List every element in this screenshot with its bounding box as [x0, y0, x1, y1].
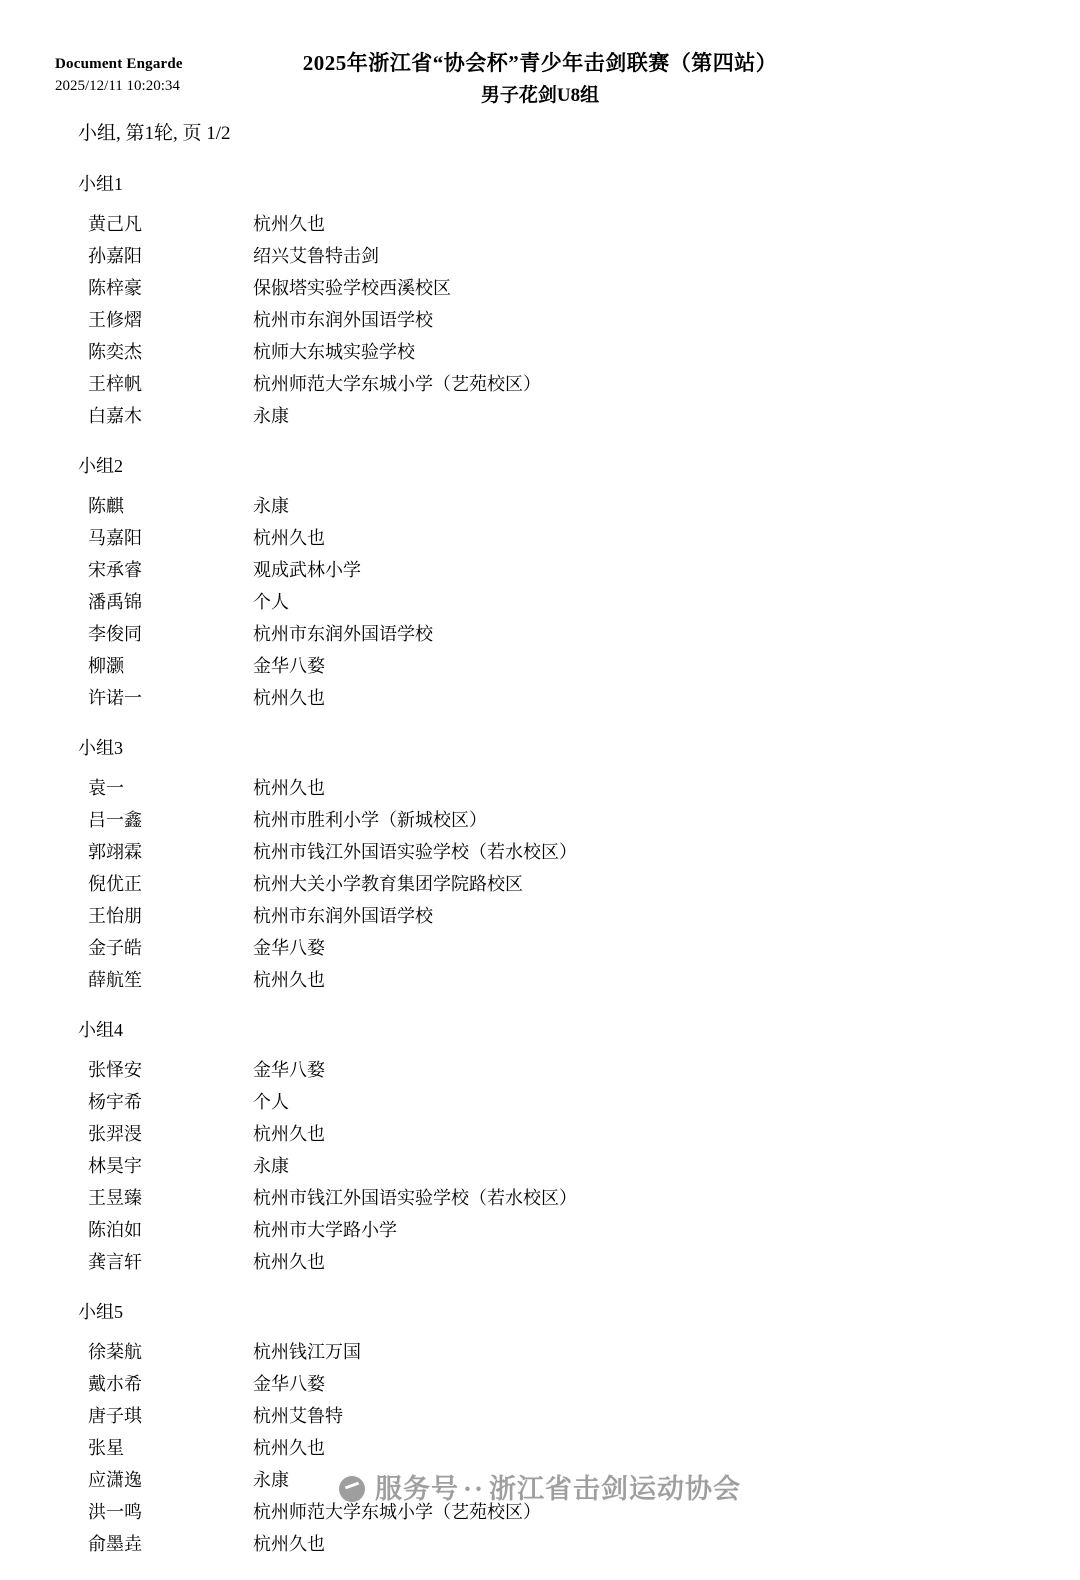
- table-row: [88, 524, 853, 556]
- fencer-name: 林昊宇: [88, 1156, 142, 1176]
- fencer-name: 黄己凡: [88, 214, 142, 234]
- fencer-name: 戴朩希: [88, 1374, 142, 1394]
- table-row: [88, 870, 853, 902]
- table-row: [88, 274, 853, 306]
- document-timestamp: 2025/12/11 10:20:34: [55, 77, 180, 94]
- pool-title: 小组2: [78, 456, 123, 476]
- fencer-club: 杭州久也: [253, 1124, 325, 1144]
- table-row: [88, 620, 853, 652]
- pool-title: 小组1: [78, 174, 123, 194]
- table-row: [88, 1530, 853, 1562]
- fencer-club: 杭州市东润外国语学校: [253, 624, 433, 644]
- pool-block: [0, 1298, 1080, 1562]
- table-row: [88, 774, 853, 806]
- watermark-right-text: 浙江省击剑运动协会: [489, 1474, 741, 1504]
- fencer-club: 杭州久也: [253, 688, 325, 708]
- watermark: [0, 1467, 1080, 1506]
- pool-table: [88, 210, 853, 434]
- fencer-club: 杭州久也: [253, 1438, 325, 1458]
- table-row: [88, 338, 853, 370]
- fencer-name: 薛航笙: [88, 970, 142, 990]
- fencer-club: 杭州久也: [253, 1252, 325, 1272]
- fencer-club: 金华八婺: [253, 656, 325, 676]
- pool-block: [0, 452, 1080, 716]
- table-row: [88, 652, 853, 684]
- table-row: [88, 556, 853, 588]
- fencer-club: 杭州久也: [253, 970, 325, 990]
- fencer-club: 杭州市钱江外国语实验学校（若水校区）: [253, 842, 577, 862]
- page-subtitle: 男子花剑U8组: [480, 84, 600, 106]
- table-row: [88, 684, 853, 716]
- table-row: [88, 306, 853, 338]
- fencer-name: 宋承睿: [88, 560, 142, 580]
- fencer-name: 李俊同: [88, 624, 142, 644]
- round-info: 小组, 第1轮, 页 1/2: [78, 123, 231, 144]
- fencer-name: 柳灏: [88, 656, 124, 676]
- fencer-club: 个人: [253, 1092, 289, 1112]
- table-row: [88, 1434, 853, 1466]
- fencer-name: 王昱臻: [88, 1188, 142, 1208]
- fencer-name: 陈奕杰: [88, 342, 142, 362]
- fencer-club: 杭州市钱江外国语实验学校（若水校区）: [253, 1188, 577, 1208]
- fencer-name: 陈梓豪: [88, 278, 142, 298]
- fencer-name: 王修熠: [88, 310, 142, 330]
- fencer-club: 永康: [253, 406, 289, 426]
- fencer-club: 杭州市胜利小学（新城校区）: [253, 810, 487, 830]
- fencer-club: 观成武林小学: [253, 560, 361, 580]
- pool-title: 小组3: [78, 738, 123, 758]
- table-row: [88, 806, 853, 838]
- fencer-club: 杭州久也: [253, 778, 325, 798]
- pool-title: 小组5: [78, 1302, 123, 1322]
- pool-table: [88, 1338, 853, 1562]
- fencer-name: 唐子琪: [88, 1406, 142, 1426]
- fencer-club: 保俶塔实验学校西溪校区: [253, 278, 451, 298]
- table-row: [88, 1184, 853, 1216]
- table-row: [88, 1402, 853, 1434]
- fencer-name: 许诺一: [88, 688, 142, 708]
- fencer-club: 金华八婺: [253, 1374, 325, 1394]
- fencer-club: 个人: [253, 592, 289, 612]
- fencer-name: 张怿安: [88, 1060, 142, 1080]
- fencer-club: 杭州久也: [253, 214, 325, 234]
- fencer-name: 金子皓: [88, 938, 142, 958]
- document-header: [0, 0, 1080, 144]
- table-row: [88, 588, 853, 620]
- fencer-name: 潘禹锦: [88, 592, 142, 612]
- table-row: [88, 838, 853, 870]
- fencer-name: 张星: [88, 1438, 124, 1458]
- fencer-club: 金华八婺: [253, 1060, 325, 1080]
- pool-table: [88, 492, 853, 716]
- watermark-separator: ··: [462, 1474, 485, 1504]
- table-row: [88, 210, 853, 242]
- fencer-club: 杭州久也: [253, 1534, 325, 1554]
- document-name: Document Engarde: [55, 56, 183, 72]
- table-row: [88, 1248, 853, 1280]
- table-row: [88, 370, 853, 402]
- table-row: [88, 402, 853, 434]
- fencer-club: 杭州大关小学教育集团学院路校区: [253, 874, 523, 894]
- table-row: [88, 934, 853, 966]
- fencer-name: 杨宇希: [88, 1092, 142, 1112]
- fencer-name: 龚言轩: [88, 1252, 142, 1272]
- fencer-club: 永康: [253, 1156, 289, 1176]
- table-row: [88, 1056, 853, 1088]
- table-row: [88, 902, 853, 934]
- fencer-club: 杭州久也: [253, 528, 325, 548]
- table-row: [88, 1120, 853, 1152]
- title-block: [0, 48, 1080, 110]
- fencer-name: 陈泊如: [88, 1220, 142, 1240]
- pool-table: [88, 774, 853, 998]
- fencer-name: 王梓帆: [88, 374, 142, 394]
- fencer-club: 永康: [253, 1470, 289, 1490]
- association-logo-icon: [339, 1476, 365, 1502]
- table-row: [88, 1338, 853, 1370]
- fencer-name: 马嘉阳: [88, 528, 142, 548]
- table-row: [88, 966, 853, 998]
- pool-block: [0, 734, 1080, 998]
- watermark-left-text: 服务号: [374, 1474, 459, 1504]
- fencer-club: 杭师大东城实验学校: [253, 342, 415, 362]
- fencer-club: 杭州市东润外国语学校: [253, 906, 433, 926]
- table-row: [88, 492, 853, 524]
- table-row: [88, 1370, 853, 1402]
- pool-block: [0, 1016, 1080, 1280]
- pool-title: 小组4: [78, 1020, 123, 1040]
- table-row: [88, 242, 853, 274]
- fencer-name: 陈麒: [88, 496, 124, 516]
- fencer-name: 俞墨垚: [88, 1534, 142, 1554]
- table-row: [88, 1216, 853, 1248]
- table-row: [88, 1088, 853, 1120]
- fencer-name: 白嘉木: [88, 406, 142, 426]
- pool-block: [0, 170, 1080, 434]
- page-title: 2025年浙江省“协会杯”青少年击剑联赛（第四站）: [302, 51, 778, 75]
- fencer-club: 绍兴艾鲁特击剑: [253, 246, 379, 266]
- fencer-club: 杭州钱江万国: [253, 1342, 361, 1362]
- fencer-club: 杭州市大学路小学: [253, 1220, 397, 1240]
- fencer-name: 倪优正: [88, 874, 142, 894]
- fencer-name: 郭翊霖: [88, 842, 142, 862]
- fencer-name: 王怡朋: [88, 906, 142, 926]
- fencer-name: 洪一鸣: [88, 1502, 142, 1522]
- fencer-name: 张羿渂: [88, 1124, 142, 1144]
- pool-table: [88, 1056, 853, 1280]
- fencer-club: 杭州艾鲁特: [253, 1406, 343, 1426]
- fencer-name: 吕一鑫: [88, 810, 142, 830]
- fencer-club: 永康: [253, 496, 289, 516]
- fencer-name: 徐棻航: [88, 1342, 142, 1362]
- watermark-text: [339, 1467, 741, 1506]
- fencer-club: 金华八婺: [253, 938, 325, 958]
- table-row: [88, 1152, 853, 1184]
- fencer-name: 袁一: [88, 778, 124, 798]
- fencer-club: 杭州师范大学东城小学（艺苑校区）: [253, 374, 541, 394]
- pools-container: [0, 170, 1080, 1580]
- fencer-club: 杭州师范大学东城小学（艺苑校区）: [253, 1502, 541, 1522]
- fencer-name: 应潇逸: [88, 1470, 142, 1490]
- fencer-name: 孙嘉阳: [88, 246, 142, 266]
- fencer-club: 杭州市东润外国语学校: [253, 310, 433, 330]
